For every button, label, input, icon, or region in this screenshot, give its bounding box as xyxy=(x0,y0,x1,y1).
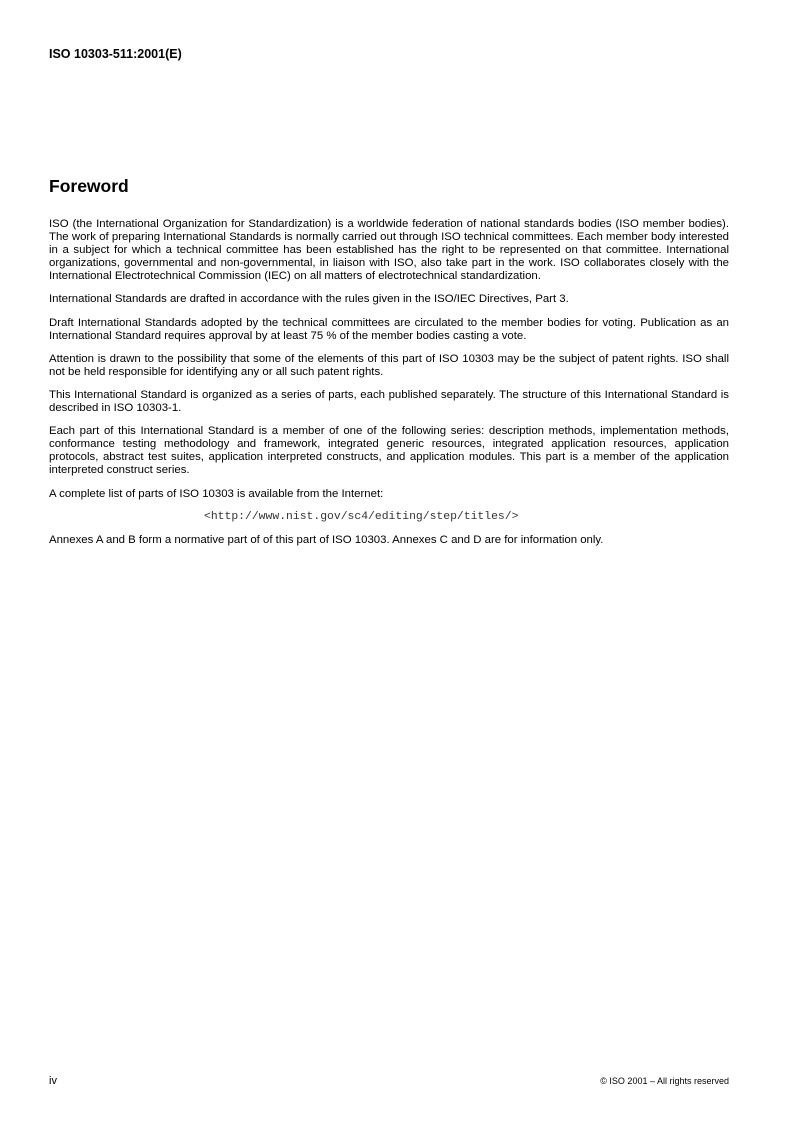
paragraph-series: Each part of this International Standard is a member of one of the following series: description methods, implementation methods, conformance testing methodology and framework, integrated generic resources, integrated application resources, application protocols, abstract test suites, application interpreted constructs, and application modules. This part is a member of the application interpreted construct series. xyxy=(49,425,729,477)
paragraph-patent: Attention is drawn to the possibility that some of the elements of this part of ISO 10303 may be the subject of patent rights. ISO shall not be held responsible for identifying any or all such patent rights. xyxy=(49,352,729,378)
document-header: ISO 10303-511:2001(E) xyxy=(49,47,182,61)
titles-url-link[interactable]: <http://www.nist.gov/sc4/editing/step/titles/> xyxy=(204,510,519,523)
paragraph-directives: International Standards are drafted in accordance with the rules given in the ISO/IEC Directives, Part 3. xyxy=(49,293,569,306)
paragraph-annexes: Annexes A and B form a normative part of of this part of ISO 10303. Annexes C and D are for information only. xyxy=(49,533,604,546)
page-number: iv xyxy=(49,1075,57,1087)
paragraph-list-available: A complete list of parts of ISO 10303 is available from the Internet: xyxy=(49,487,384,500)
paragraph-voting: Draft International Standards adopted by the technical committees are circulated to the member bodies for voting. Publication as an International Standard requires approval by at least 75 % of the member bodies casting a vote. xyxy=(49,316,729,342)
copyright-notice: © ISO 2001 – All rights reserved xyxy=(600,1076,729,1086)
paragraph-iso-intro: ISO (the International Organization for Standardization) is a worldwide federation of national standards bodies (ISO member bodies). The work of preparing International Standards is normally carried out through ISO technical committees. Each member body interested in a subject for which a technical committee has been established has the right to be represented on that committee. International organizations, governmental and non-governmental, in liaison with ISO, also take part in the work. ISO collaborates closely with the International Electrotechnical Commission (IEC) on all matters of electrotechnical standardization. xyxy=(49,218,729,283)
paragraph-structure: This International Standard is organized as a series of parts, each published separately. The structure of this International Standard is described in ISO 10303-1. xyxy=(49,388,729,415)
section-title: Foreword xyxy=(49,176,129,196)
foreword-body xyxy=(49,218,729,557)
